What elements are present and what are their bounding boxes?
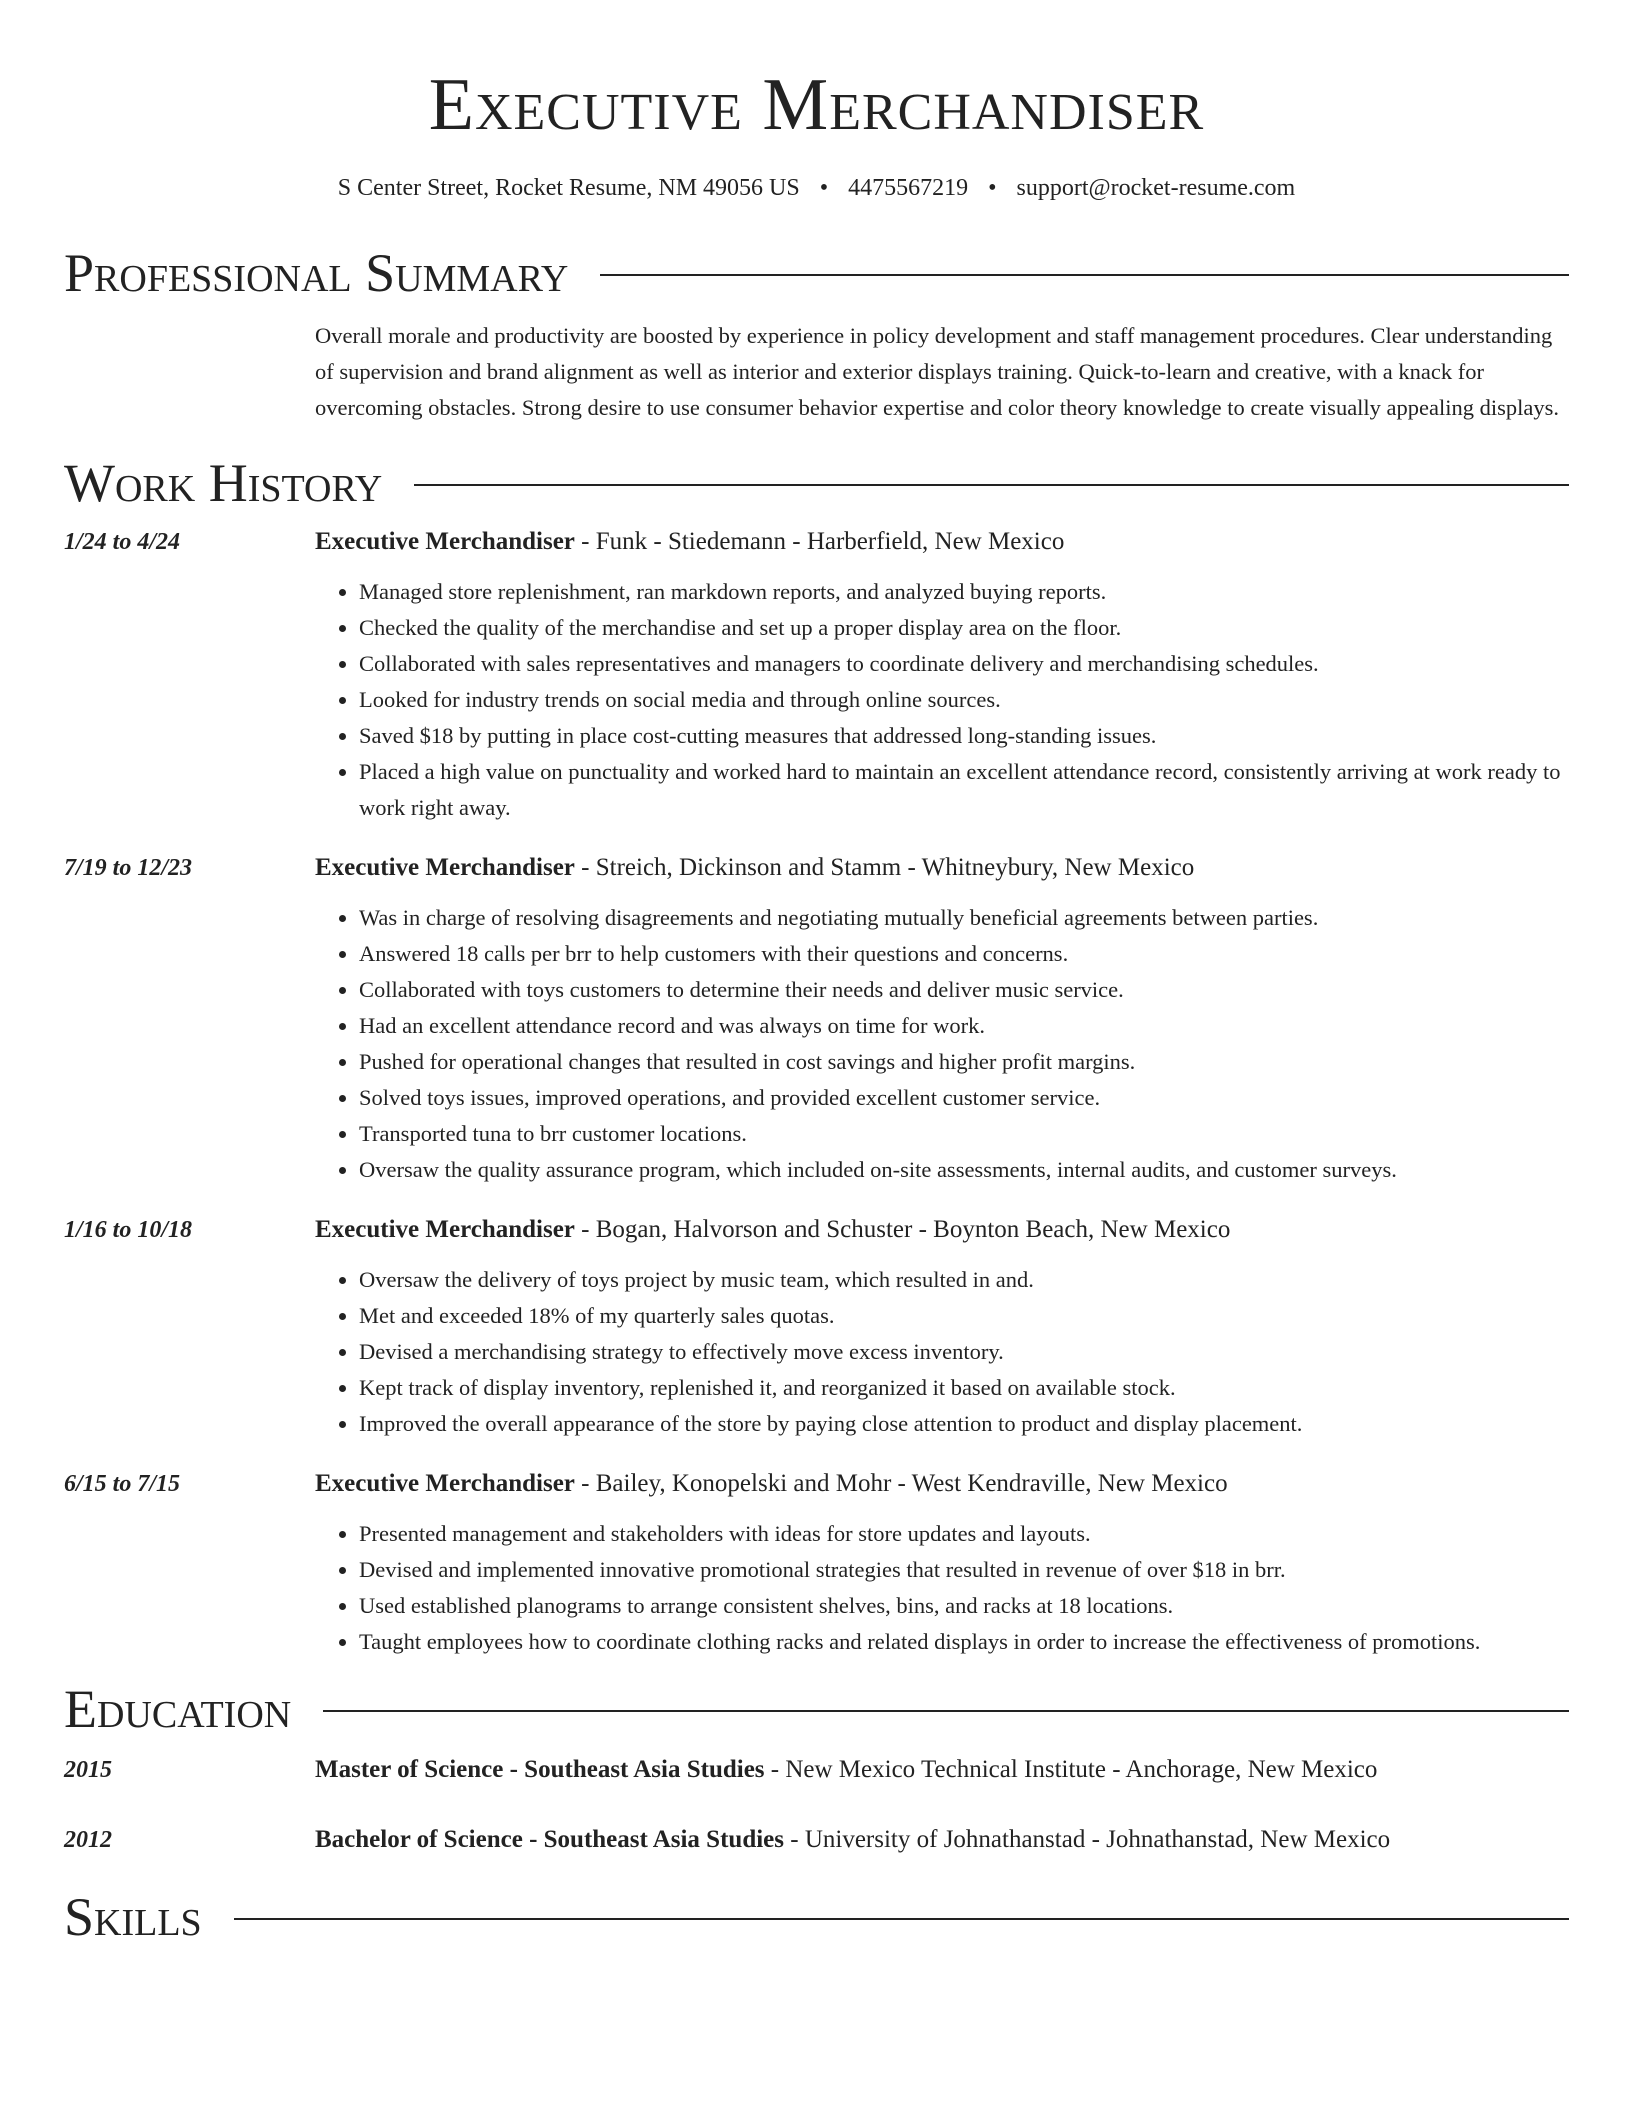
phone: 4475567219 <box>848 175 969 201</box>
list-item: • Oversaw the delivery of toys project by music team, which resulted in and. <box>359 1262 1569 1298</box>
work-entry-body <box>315 524 1569 826</box>
job-bullets <box>315 900 1569 1188</box>
work-entry <box>64 1466 1569 1660</box>
section-title: Professional Summary <box>64 243 569 303</box>
list-item: • Had an excellent attendance record and was always on time for work. <box>359 1008 1569 1044</box>
list-item: • Improved the overall appearance of the store by paying close attention to product and display placement. <box>359 1406 1569 1442</box>
job-title: Executive Merchandiser <box>315 1470 575 1497</box>
job-heading <box>315 850 1569 886</box>
degree: Bachelor of Science - Southeast Asia Studies <box>315 1826 784 1853</box>
job-bullets <box>315 1516 1569 1660</box>
list-item: • Pushed for operational changes that resulted in cost savings and higher profit margins. <box>359 1044 1569 1080</box>
list-item: • Managed store replenishment, ran markdown reports, and analyzed buying reports. <box>359 574 1569 610</box>
list-item: • Transported tuna to brr customer locations. <box>359 1116 1569 1152</box>
work-history-section-heading <box>64 452 1569 514</box>
job-heading <box>315 524 1569 560</box>
job-title: Executive Merchandiser <box>315 1216 575 1243</box>
contact-separator: • <box>819 175 829 201</box>
work-entry-body <box>315 850 1569 1188</box>
work-entry <box>64 1212 1569 1442</box>
education-entry <box>64 1822 1569 1858</box>
list-item: • Collaborated with toys customers to determine their needs and deliver music service. <box>359 972 1569 1008</box>
work-dates: 7/19 to 12/23 <box>64 855 193 881</box>
list-item: • Saved $18 by putting in place cost-cutting measures that addressed long-standing issues. <box>359 718 1569 754</box>
list-item: • Devised and implemented innovative promotional strategies that resulted in revenue of over $18 in brr. <box>359 1552 1569 1588</box>
list-item: • Was in charge of resolving disagreements and negotiating mutually beneficial agreements between parties. <box>359 900 1569 936</box>
list-item: • Used established planograms to arrange consistent shelves, bins, and racks at 18 locations. <box>359 1588 1569 1624</box>
institution-location: - University of Johnathanstad - Johnathanstad, New Mexico <box>784 1826 1391 1853</box>
job-title: Executive Merchandiser <box>315 528 575 555</box>
summary-section-heading <box>64 242 1569 304</box>
section-divider <box>600 274 1569 276</box>
list-item: • Solved toys issues, improved operations, and provided excellent customer service. <box>359 1080 1569 1116</box>
institution-location: - New Mexico Technical Institute - Anchorage, New Mexico <box>764 1756 1378 1783</box>
job-bullets <box>315 1262 1569 1442</box>
list-item: • Placed a high value on punctuality and worked hard to maintain an excellent attendance record, consistently arriving at work ready to work right away. <box>359 754 1569 826</box>
education-entry <box>64 1752 1569 1788</box>
education-details <box>315 1822 1390 1858</box>
list-item: • Collaborated with sales representatives and managers to coordinate delivery and merchandising schedules. <box>359 646 1569 682</box>
contact-separator: • <box>988 175 997 201</box>
job-bullets <box>315 574 1569 826</box>
list-item: • Checked the quality of the merchandise and set up a proper display area on the floor. <box>359 610 1569 646</box>
section-title: Work History <box>64 453 383 513</box>
work-dates: 6/15 to 7/15 <box>64 1471 181 1497</box>
section-divider <box>323 1710 1569 1712</box>
section-title: Skills <box>64 1887 202 1947</box>
candidate-name: Executive Merchandiser <box>428 64 1205 146</box>
work-dates: 1/16 to 10/18 <box>64 1217 193 1243</box>
job-heading <box>315 1212 1569 1248</box>
list-item: • Devised a merchandising strategy to effectively move excess inventory. <box>359 1334 1569 1370</box>
education-details <box>315 1752 1377 1788</box>
work-history-list <box>64 524 1569 1660</box>
education-section-heading <box>64 1678 1569 1740</box>
education-list <box>64 1752 1569 1858</box>
work-dates: 1/24 to 4/24 <box>64 529 181 555</box>
section-title: Education <box>64 1679 292 1739</box>
work-entry <box>64 850 1569 1188</box>
section-divider <box>414 484 1569 486</box>
list-item: • Looked for industry trends on social media and through online sources. <box>359 682 1569 718</box>
job-employer-location: - Bailey, Konopelski and Mohr - West Kendraville, New Mexico <box>574 1470 1228 1497</box>
summary-text: Overall morale and productivity are boosted by experience in policy development and staff management procedures. Clear understanding of supervision and brand alignment as well as interior and exterior displays training. Quick-to-learn and creative, with a knack for overcoming obstacles. Strong desire to use consumer behavior expertise and color theory knowledge to create visually appealing displays. <box>315 323 1560 420</box>
job-employer-location: - Bogan, Halvorson and Schuster - Boynton Beach, New Mexico <box>574 1216 1231 1243</box>
skills-section-heading <box>64 1886 1569 1948</box>
address: S Center Street, Rocket Resume, NM 49056 US <box>337 175 800 201</box>
work-entry-body <box>315 1212 1569 1442</box>
job-heading <box>315 1466 1569 1502</box>
work-entry-body <box>315 1466 1569 1660</box>
contact-line <box>64 172 1569 204</box>
list-item: • Answered 18 calls per brr to help customers with their questions and concerns. <box>359 936 1569 972</box>
list-item: • Taught employees how to coordinate clothing racks and related displays in order to increase the effectiveness of promotions. <box>359 1624 1569 1660</box>
list-item: • Presented management and stakeholders with ideas for store updates and layouts. <box>359 1516 1569 1552</box>
section-divider <box>234 1918 1569 1920</box>
education-year: 2012 <box>64 1827 112 1853</box>
work-entry <box>64 524 1569 826</box>
job-title: Executive Merchandiser <box>315 854 575 881</box>
email: support@rocket-resume.com <box>1016 175 1296 201</box>
job-employer-location: - Streich, Dickinson and Stamm - Whitneybury, New Mexico <box>574 854 1195 881</box>
list-item: • Oversaw the quality assurance program, which included on-site assessments, internal audits, and customer surveys. <box>359 1152 1569 1188</box>
degree: Master of Science - Southeast Asia Studies <box>315 1756 765 1783</box>
list-item: • Met and exceeded 18% of my quarterly sales quotas. <box>359 1298 1569 1334</box>
education-year: 2015 <box>64 1757 112 1783</box>
list-item: • Kept track of display inventory, replenished it, and reorganized it based on available stock. <box>359 1370 1569 1406</box>
job-employer-location: - Funk - Stiedemann - Harberfield, New Mexico <box>574 528 1065 555</box>
